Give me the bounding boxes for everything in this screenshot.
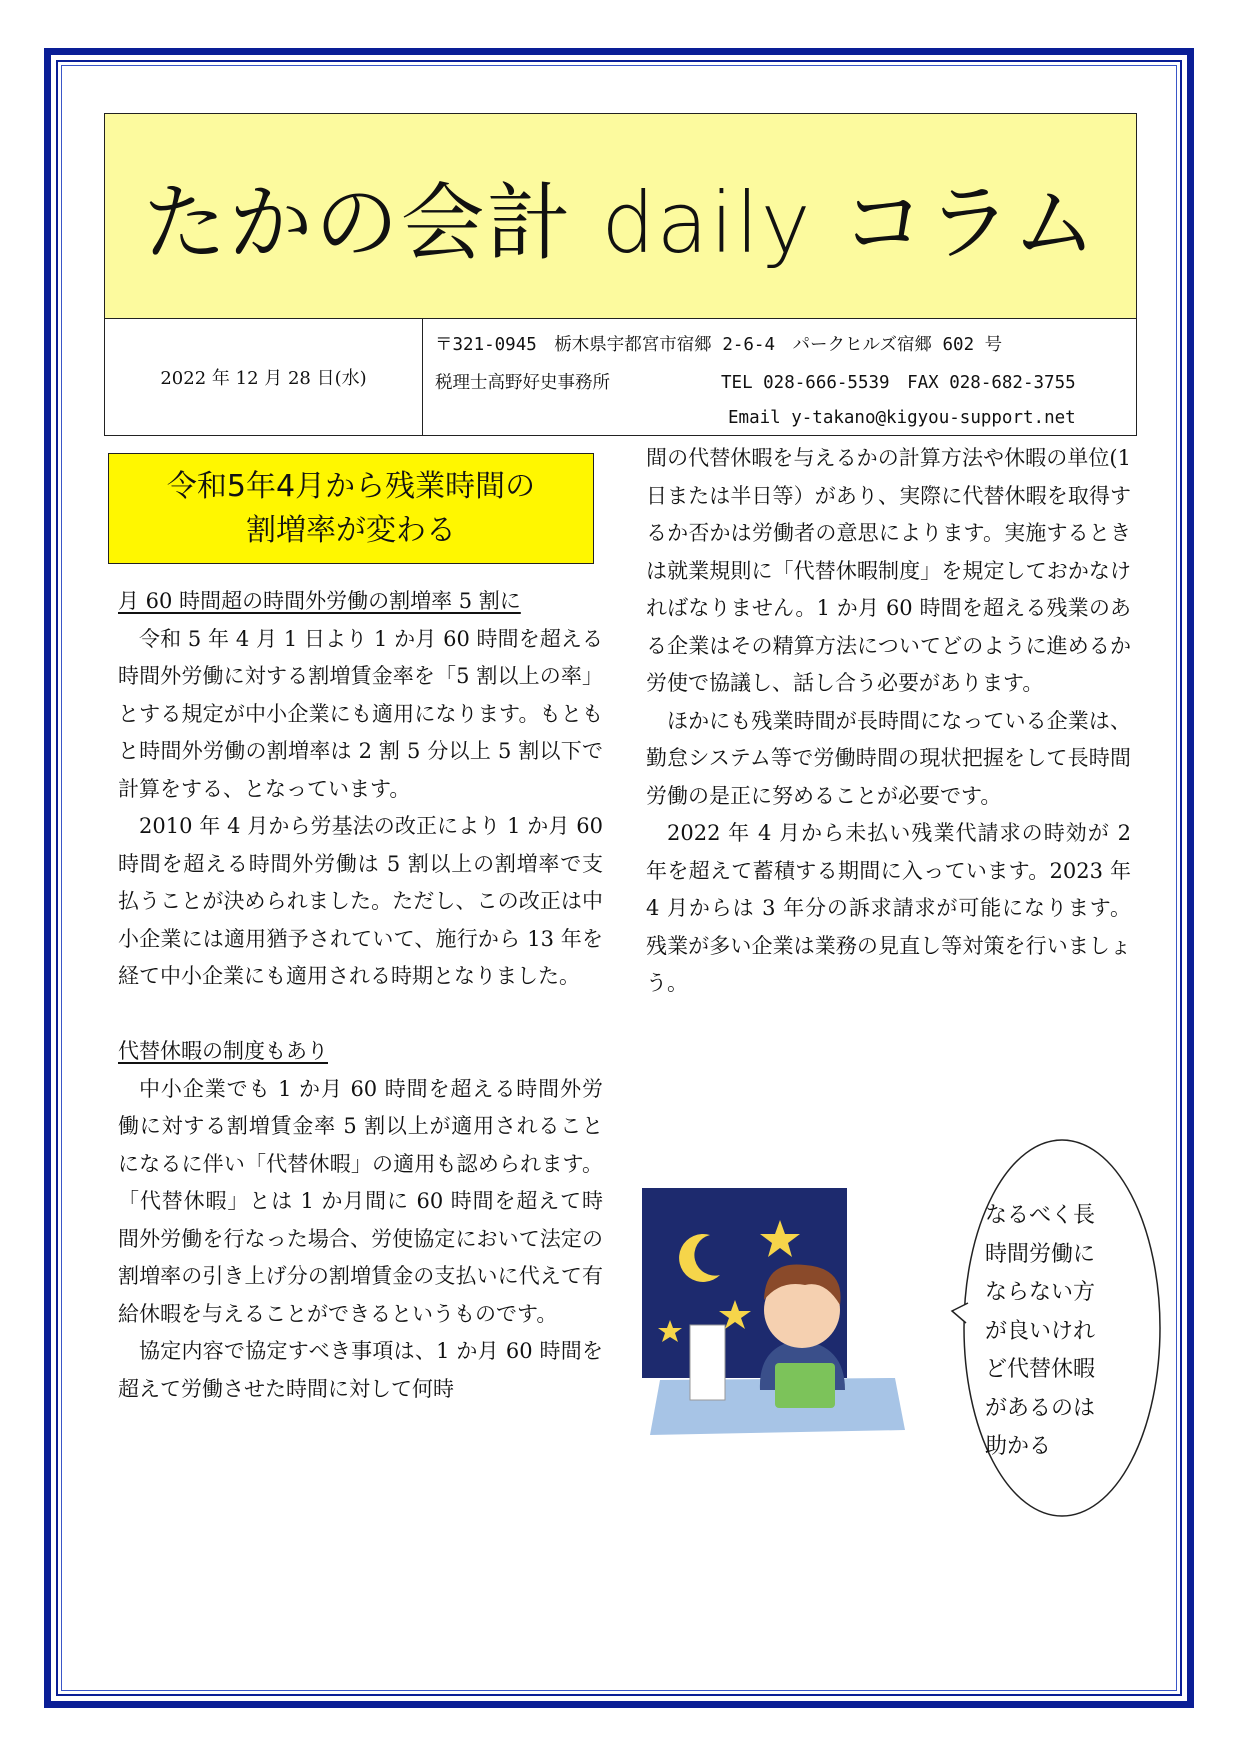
right-column	[646, 440, 1131, 1003]
newsletter-title: たかの会計 daily コラム	[142, 173, 1099, 272]
headline-line-2: 割増率が変わる	[246, 512, 456, 548]
bubble-line: ならない方	[985, 1280, 1096, 1305]
section-heading-substitute-leave: 代替休暇の制度もあり	[118, 1039, 328, 1063]
paragraph: 令和 5 年 4 月 1 日より 1 か月 60 時間を超える時間外労働に対する割増賃金率を「5 割以上の率」とする規定が中小企業にも適用になります。もともと時間外労働の割増率は 2 割 5 分以上 5 割以下で計算をする、となっています。	[118, 626, 603, 801]
paragraph: ほかにも残業時間が長時間になっている企業は、勤怠システム等で労働時間の現状把握をして長時間労働の是正に努めることが必要です。	[646, 708, 1131, 808]
laptop	[775, 1363, 835, 1408]
paragraph: 2022 年 4 月から未払い残業代請求の時効が 2 年を超えて蓄積する期間に入っています。2023 年 4 月からは 3 年分の訴求請求が可能になります。残業が多い企業は業務の見直し等対策を行いましょう。	[646, 821, 1131, 995]
article-headline	[108, 453, 594, 564]
section-heading-overtime-rate: 月 60 時間超の時間外労働の割増率 5 割に	[118, 589, 521, 613]
bubble-line: 助かる	[985, 1434, 1052, 1459]
bubble-line: が良いけれ	[985, 1318, 1096, 1344]
overtime-worker-illustration	[640, 1180, 970, 1455]
office-name: 税理士高野好史事務所	[435, 373, 610, 393]
masthead	[104, 113, 1137, 436]
paragraph: 間の代替休暇を与えるかの計算方法や休暇の単位(1 日または半日等）があり、実際に代替休暇を取得するか否かは労働者の意思によります。実施するときは就業規則に「代替休暇制度」を規定しておかなければなりません。1 か月 60 時間を超える残業のある企業はその精算方法についてどのように進めるか労使で協議し、話し合う必要があります。	[646, 446, 1131, 695]
contact-info	[423, 319, 1136, 435]
paragraph: 2010 年 4 月から労基法の改正により 1 か月 60 時間を超える時間外労働は 5 割以上の割増率で支払うことが決められました。ただし、この改正は中小企業には適用猶予されていて、施行から 13 年を経て中小企業にも適用される時期となりました。	[118, 814, 603, 988]
address: 〒321-0945 栃木県宇都宮市宿郷 2-6-4 パークヒルズ宿郷 602 号	[435, 335, 1003, 355]
bubble-line: 時間労働に	[985, 1241, 1096, 1267]
tel-fax: TEL 028-666-5539 FAX 028-682-3755	[721, 373, 1076, 393]
title-box	[105, 114, 1136, 319]
paragraph: 中小企業でも 1 か月 60 時間を超える時間外労働に対する割増賃金率 5 割以上が適用されることになるに伴い「代替休暇」の適用も認められます。「代替休暇」とは 1 か月間に 60 時間を超えて時間外労働を行なった場合、労使協定において法定の割増率の引き上げ分の割増賃金の支払いに代えて有給休暇を与えることができるというものです。	[118, 1076, 603, 1326]
bubble-line: ど代替休暇	[985, 1357, 1096, 1382]
speech-bubble-text	[985, 1197, 1135, 1467]
bubble-line: なるべく長	[985, 1203, 1096, 1228]
issue-date: 2022 年 12 月 28 日(水)	[105, 319, 423, 435]
paragraph: 協定内容で協定すべき事項は、1 か月 60 時間を超えて労働させた時間に対して何時	[118, 1339, 603, 1401]
left-column	[118, 583, 603, 1408]
paper-stack	[690, 1325, 725, 1400]
email: Email y-takano@kigyou-support.net	[728, 408, 1076, 428]
bubble-line: があるのは	[985, 1395, 1096, 1421]
spacer	[118, 996, 603, 1034]
headline-line-1: 令和5年4月から残業時間の	[166, 468, 536, 504]
